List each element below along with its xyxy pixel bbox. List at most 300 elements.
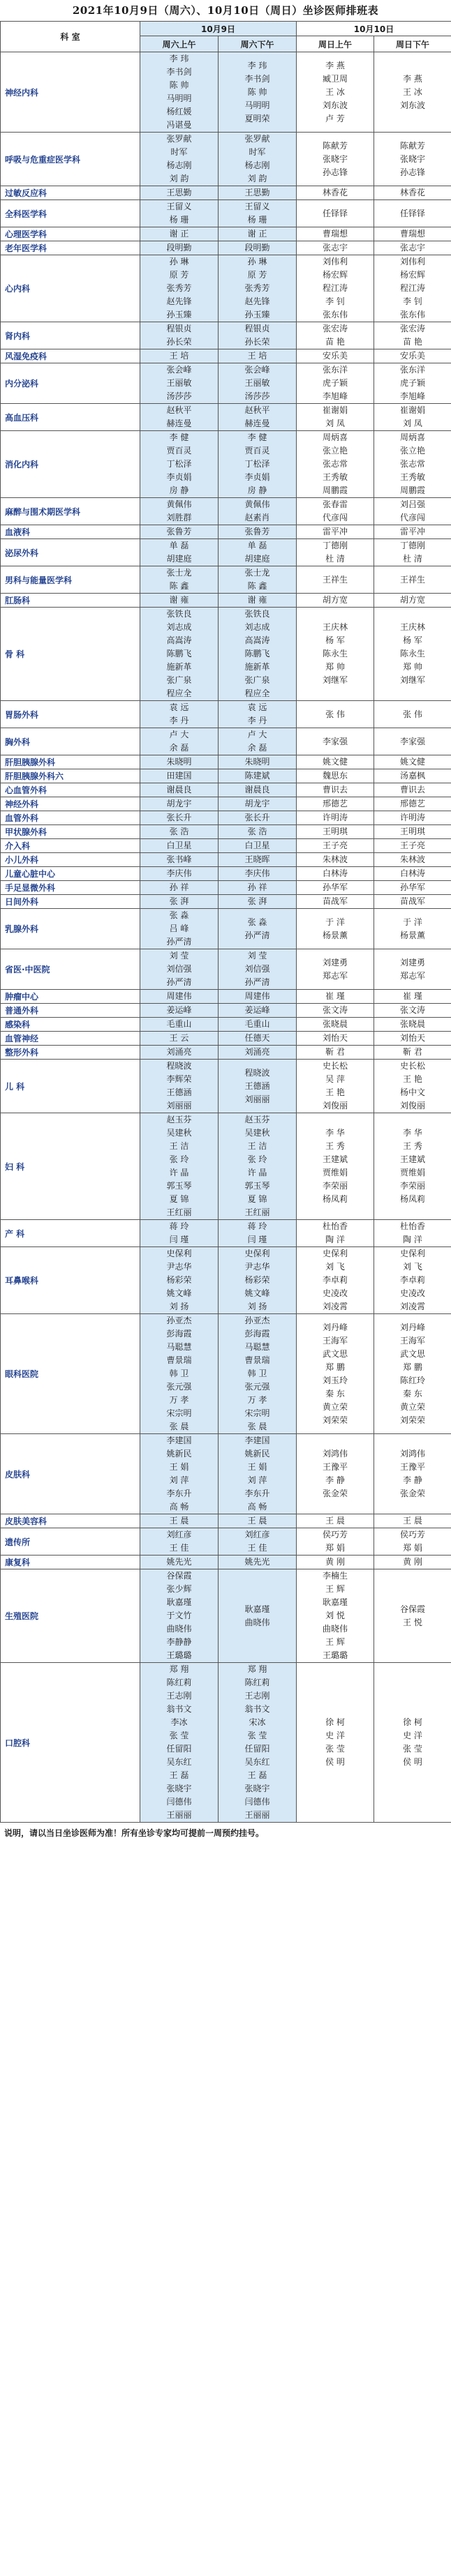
doctor-name: 胡建庭: [166, 554, 192, 564]
doctor-name: 时军: [249, 147, 266, 157]
doctor-name: 王 晨: [169, 1516, 189, 1526]
doctor-name: 原 芳: [247, 270, 267, 280]
doctor-name: 王留义: [166, 202, 192, 211]
doctor-cell: [374, 1060, 451, 1113]
doctor-name: 刘俊丽: [399, 1101, 425, 1110]
table-row: [1, 594, 451, 608]
dept-name: 日间外科: [1, 895, 140, 909]
doctor-cell: [374, 701, 451, 728]
doctor-name: 朱林波: [322, 854, 348, 864]
doctor-name: 刘东波: [322, 100, 348, 110]
doctor-cell: [219, 1018, 297, 1032]
doctor-name: 陈永生: [322, 649, 348, 658]
doctor-cell: [374, 1032, 451, 1046]
doctor-cell: [374, 990, 451, 1004]
doctor-cell: [297, 1046, 374, 1060]
doctor-name: 任留阳: [244, 1744, 270, 1754]
doctor-name: 刘胜群: [166, 513, 192, 522]
doctor-name: 史长松: [399, 1061, 425, 1071]
doctor-name: 张立艳: [322, 446, 348, 455]
doctor-name: 姜运峰: [244, 1005, 270, 1015]
table-row: [1, 797, 451, 811]
doctor-cell: [219, 1556, 297, 1569]
dept-name: 消化内科: [1, 431, 140, 498]
dept-name: 神经内科: [1, 52, 140, 133]
doctor-name: 张元强: [244, 1382, 270, 1392]
doctor-name: 白卫星: [166, 841, 192, 850]
doctor-name: 陈红玲: [399, 1375, 425, 1385]
dept-name: 眼科医院: [1, 1314, 140, 1434]
table-row: [1, 755, 451, 769]
doctor-cell: [140, 566, 219, 594]
doctor-cell: [140, 769, 219, 783]
dept-name: 男科与能量医学科: [1, 566, 140, 594]
doctor-name: 李 静: [403, 1475, 422, 1485]
doctor-name: 刘俊丽: [322, 1101, 348, 1110]
doctor-cell: [297, 839, 374, 853]
doctor-cell: [297, 990, 374, 1004]
doctor-name: 冯谌曼: [166, 120, 192, 130]
dept-name: 心血管外科: [1, 783, 140, 797]
doctor-name: 张铁良: [244, 609, 270, 619]
doctor-name: 李荣丽: [399, 1181, 425, 1191]
doctor-name: 谢晨良: [166, 785, 192, 794]
doctor-name: 王 晨: [403, 1516, 422, 1526]
doctor-name: 汤嘉枫: [399, 771, 425, 781]
doctor-name: 崔 瑾: [325, 991, 345, 1001]
doctor-name: 王 磊: [169, 1770, 189, 1780]
doctor-name: 王晓晖: [244, 854, 270, 864]
sun-pm-header: 周日下午: [374, 36, 451, 52]
doctor-cell: [374, 811, 451, 825]
doctor-name: 刘 韵: [169, 174, 189, 183]
doctor-name: 杨 军: [325, 635, 345, 645]
doctor-name: 王德涵: [244, 1080, 270, 1091]
doctor-name: 杨中文: [399, 1087, 425, 1097]
doctor-name: 翁书文: [244, 1704, 270, 1714]
doctor-name: 杨 军: [403, 635, 422, 645]
doctor-cell: [374, 608, 451, 701]
doctor-cell: [219, 566, 297, 594]
doctor-name: 王思勤: [244, 188, 270, 197]
doctor-name: 邢德艺: [322, 799, 348, 808]
doctor-name: 张 莹: [325, 1744, 345, 1754]
doctor-cell: [374, 1556, 451, 1569]
doctor-name: 田建国: [166, 771, 192, 781]
doctor-cell: [297, 1113, 374, 1220]
doctor-cell: [219, 1060, 297, 1113]
doctor-cell: [140, 1046, 219, 1060]
doctor-name: 彭海霞: [166, 1329, 192, 1339]
doctor-name: 侯巧芳: [322, 1530, 348, 1539]
doctor-cell: [297, 133, 374, 186]
doctor-cell: [219, 498, 297, 525]
doctor-name: 程应全: [166, 688, 192, 698]
doctor-cell: [219, 881, 297, 895]
doctor-name: 孙亚杰: [166, 1316, 192, 1325]
doctor-name: 段明勤: [244, 243, 270, 253]
doctor-name: 刘鸿伟: [399, 1449, 425, 1459]
doctor-cell: [140, 895, 219, 909]
doctor-name: 张 浩: [169, 827, 189, 836]
doctor-cell: [297, 1434, 374, 1514]
doctor-name: 刘 萍: [247, 1475, 267, 1485]
doctor-name: 郑 娟: [403, 1543, 422, 1553]
doctor-name: 卢 大: [247, 730, 267, 739]
doctor-name: 陈 鑫: [247, 581, 267, 591]
doctor-name: 曹瑞想: [322, 229, 348, 239]
doctor-name: 施新革: [244, 662, 270, 672]
dept-name: 心理医学科: [1, 227, 140, 241]
table-row: [1, 349, 451, 363]
doctor-name: 孙长荣: [244, 337, 270, 347]
table-row: [1, 322, 451, 349]
doctor-name: 耿嘉瑾: [244, 1604, 270, 1614]
doctor-name: 王 云: [169, 1033, 189, 1043]
doctor-name: 李贞娟: [244, 472, 270, 482]
doctor-cell: [140, 200, 219, 227]
doctor-cell: [297, 525, 374, 539]
doctor-cell: [374, 1113, 451, 1220]
doctor-name: 朱晓明: [166, 757, 192, 767]
doctor-cell: [374, 1314, 451, 1434]
doctor-name: 耿嘉瑾: [322, 1597, 348, 1607]
doctor-name: 孙志锋: [399, 167, 425, 177]
doctor-cell: [140, 1528, 219, 1556]
table-row: [1, 498, 451, 525]
doctor-cell: [374, 227, 451, 241]
table-row: [1, 525, 451, 539]
doctor-name: 李建国: [244, 1436, 270, 1445]
dept-name: 妇 科: [1, 1113, 140, 1220]
doctor-name: 程银贞: [244, 324, 270, 333]
doctor-name: 李 华: [403, 1128, 422, 1138]
doctor-cell: [219, 701, 297, 728]
doctor-name: 赵秋平: [166, 405, 192, 415]
dept-name: 神经外科: [1, 797, 140, 811]
doctor-name: 李荣丽: [322, 1181, 348, 1191]
table-row: [1, 783, 451, 797]
doctor-cell: [140, 728, 219, 755]
doctor-name: 刘丽丽: [244, 1094, 270, 1104]
doctor-name: 朱林波: [399, 854, 425, 864]
doctor-cell: [374, 1434, 451, 1514]
doctor-name: 王海军: [399, 1335, 425, 1346]
doctor-name: 杨凤莉: [399, 1194, 425, 1204]
doctor-name: 孙严清: [166, 977, 192, 987]
doctor-cell: [140, 594, 219, 608]
doctor-name: 杨红媛: [166, 107, 192, 116]
doctor-name: 蒋 玲: [247, 1221, 267, 1231]
table-row: [1, 1556, 451, 1569]
doctor-name: 闫 瑾: [247, 1235, 267, 1244]
doctor-name: 张文涛: [399, 1005, 425, 1015]
doctor-name: 王 晨: [247, 1516, 267, 1526]
doctor-name: 任铎铎: [322, 208, 348, 218]
doctor-name: 陈红莉: [166, 1678, 192, 1687]
doctor-name: 郑 娟: [325, 1543, 345, 1553]
doctor-name: 雷平冲: [399, 527, 425, 536]
doctor-name: 李 丹: [169, 716, 189, 725]
doctor-name: 王丽敏: [244, 378, 270, 388]
table-row: [1, 1113, 451, 1220]
doctor-name: 杨宏辉: [399, 270, 425, 280]
doctor-name: 王 艳: [403, 1074, 422, 1084]
doctor-cell: [374, 241, 451, 255]
doctor-cell: [140, 1247, 219, 1314]
doctor-name: 张会峰: [166, 365, 192, 375]
doctor-name: 姚文健: [322, 757, 348, 767]
doctor-cell: [374, 1247, 451, 1314]
doctor-name: 李 健: [247, 432, 267, 442]
table-row: [1, 811, 451, 825]
doctor-name: 郑志军: [399, 970, 425, 981]
table-row: [1, 227, 451, 241]
doctor-name: 刘继军: [322, 675, 348, 685]
doctor-cell: [297, 701, 374, 728]
table-row: [1, 881, 451, 895]
doctor-name: 张铁良: [166, 609, 192, 619]
doctor-cell: [297, 728, 374, 755]
doctor-name: 程江涛: [322, 283, 348, 293]
doctor-name: 张春雷: [322, 499, 348, 509]
doctor-name: 史 洋: [403, 1731, 422, 1740]
doctor-cell: [374, 881, 451, 895]
doctor-name: 耿嘉瑾: [166, 1597, 192, 1607]
table-row: [1, 608, 451, 701]
table-row: [1, 1247, 451, 1314]
doctor-name: 王 辉: [325, 1584, 345, 1594]
doctor-name: 张晓晨: [322, 1019, 348, 1029]
doctor-name: 林香花: [399, 188, 425, 197]
doctor-cell: [374, 755, 451, 769]
doctor-name: 张东伟: [322, 310, 348, 319]
doctor-name: 刘涌亮: [244, 1047, 270, 1057]
doctor-name: 毛重山: [244, 1019, 270, 1029]
dept-name: 康复科: [1, 1556, 140, 1569]
doctor-name: 白林涛: [399, 868, 425, 878]
doctor-cell: [297, 909, 374, 949]
doctor-name: 孙志锋: [322, 167, 348, 177]
doctor-name: 侯 明: [325, 1757, 345, 1767]
doctor-name: 贾百灵: [244, 446, 270, 455]
doctor-cell: [140, 322, 219, 349]
doctor-name: 黄立荣: [399, 1401, 425, 1412]
doctor-name: 郭玉琴: [244, 1181, 270, 1191]
doctor-name: 王留义: [244, 202, 270, 211]
dept-name: 高血压科: [1, 404, 140, 431]
doctor-cell: [297, 949, 374, 990]
dept-name: 肿瘤中心: [1, 990, 140, 1004]
dept-name: 省医·中医院: [1, 949, 140, 990]
doctor-name: 张广泉: [166, 675, 192, 685]
doctor-cell: [374, 895, 451, 909]
doctor-name: 代彦闯: [399, 513, 425, 522]
doctor-name: 任铎铎: [399, 208, 425, 218]
doctor-name: 张东洋: [322, 365, 348, 375]
doctor-cell: [297, 52, 374, 133]
doctor-cell: [297, 825, 374, 839]
doctor-name: 刘 凤: [325, 419, 345, 428]
doctor-name: 雷平冲: [322, 527, 348, 536]
doctor-cell: [374, 1018, 451, 1032]
doctor-name: 王德涵: [166, 1087, 192, 1097]
doctor-name: 秦 东: [325, 1388, 345, 1399]
doctor-name: 王 冰: [325, 86, 345, 97]
doctor-cell: [219, 1004, 297, 1018]
doctor-name: 刘怡天: [322, 1033, 348, 1043]
doctor-cell: [219, 755, 297, 769]
doctor-cell: [140, 867, 219, 881]
doctor-name: 郑 鹏: [325, 1362, 345, 1372]
doctor-name: 苗战军: [399, 896, 425, 906]
doctor-name: 单 磊: [169, 541, 189, 550]
doctor-name: 姚文峰: [166, 1288, 192, 1298]
doctor-cell: [140, 227, 219, 241]
doctor-cell: [140, 255, 219, 322]
doctor-name: 苗战军: [322, 896, 348, 906]
doctor-name: 高嵩涛: [166, 635, 192, 645]
doctor-name: 安乐美: [399, 351, 425, 361]
doctor-name: 丁德刚: [322, 541, 348, 550]
table-row: [1, 431, 451, 498]
doctor-name: 张元强: [166, 1382, 192, 1392]
doctor-name: 余 磊: [247, 743, 267, 753]
doctor-name: 杜 清: [403, 554, 422, 564]
doctor-name: 杜 清: [325, 554, 345, 564]
doctor-name: 李庆伟: [244, 868, 270, 878]
doctor-cell: [374, 186, 451, 200]
doctor-name: 赵玉芬: [244, 1115, 270, 1124]
doctor-name: 刘凌霄: [399, 1302, 425, 1311]
dept-name: 口腔科: [1, 1663, 140, 1823]
doctor-name: 王建斌: [322, 1154, 348, 1164]
doctor-cell: [297, 783, 374, 797]
doctor-cell: [219, 1046, 297, 1060]
doctor-name: 刘建勇: [399, 957, 425, 967]
dept-name: 手足显微外科: [1, 881, 140, 895]
doctor-name: 张 淼: [169, 910, 189, 920]
doctor-cell: [219, 797, 297, 811]
dept-name: 介入科: [1, 839, 140, 853]
doctor-name: 张 伟: [403, 709, 422, 719]
doctor-name: 王丽敏: [166, 378, 192, 388]
table-row: [1, 1220, 451, 1247]
doctor-cell: [297, 867, 374, 881]
doctor-name: 于 洋: [325, 917, 345, 927]
doctor-name: 陈鹏飞: [166, 649, 192, 658]
doctor-name: 靳 君: [403, 1047, 422, 1057]
doctor-name: 王志刚: [166, 1691, 192, 1701]
doctor-cell: [374, 728, 451, 755]
doctor-name: 刘荣荣: [399, 1415, 425, 1425]
doctor-name: 李贞娟: [166, 472, 192, 482]
doctor-name: 张长升: [244, 813, 270, 822]
doctor-name: 史 洋: [325, 1731, 345, 1740]
doctor-name: 毛重山: [166, 1019, 192, 1029]
doctor-cell: [374, 566, 451, 594]
doctor-name: 孙华军: [399, 882, 425, 892]
doctor-name: 胡方宽: [322, 595, 348, 605]
doctor-name: 程江涛: [399, 283, 425, 293]
dept-header: 科 室: [1, 22, 140, 52]
doctor-name: 王 冰: [403, 86, 422, 97]
sat-am-header: 周六上午: [140, 36, 219, 52]
doctor-name: 王红丽: [166, 1207, 192, 1217]
doctor-name: 魏思东: [322, 771, 348, 781]
doctor-name: 刘玉玲: [322, 1375, 348, 1385]
doctor-cell: [140, 797, 219, 811]
doctor-cell: [297, 498, 374, 525]
doctor-name: 苗 艳: [403, 337, 422, 347]
doctor-name: 杨彩荣: [166, 1275, 192, 1285]
dept-name: 风湿免疫科: [1, 349, 140, 363]
doctor-cell: [140, 1018, 219, 1032]
table-row: [1, 949, 451, 990]
doctor-name: 张会峰: [244, 365, 270, 375]
dept-name: 骨 科: [1, 608, 140, 701]
doctor-name: 王 秀: [325, 1141, 345, 1151]
page-title: 2021年10月9日（周六）、10月10日（周日）坐诊医师排班表: [72, 4, 379, 17]
doctor-name: 姚先光: [166, 1557, 192, 1567]
table-row: [1, 1434, 451, 1514]
table-row: [1, 825, 451, 839]
doctor-name: 王豫平: [322, 1462, 348, 1472]
doctor-name: 黄佩伟: [244, 499, 270, 509]
doctor-name: 宋冰: [249, 1717, 266, 1727]
doctor-name: 万 孝: [247, 1395, 267, 1405]
doctor-cell: [374, 1004, 451, 1018]
doctor-cell: [374, 52, 451, 133]
doctor-name: 郭玉琴: [166, 1181, 192, 1191]
doctor-name: 张晓宇: [322, 153, 348, 164]
doctor-cell: [297, 1247, 374, 1314]
doctor-name: 张志宇: [322, 243, 348, 253]
doctor-name: 杜怡香: [399, 1221, 425, 1231]
doctor-name: 程银贞: [166, 324, 192, 333]
doctor-name: 张士龙: [166, 568, 192, 578]
doctor-name: 单 磊: [247, 541, 267, 550]
doctor-cell: [297, 566, 374, 594]
doctor-cell: [219, 200, 297, 227]
doctor-name: 杨景薰: [399, 930, 425, 940]
doctor-cell: [297, 797, 374, 811]
doctor-name: 郑 帅: [403, 662, 422, 672]
doctor-name: 曹景瑞: [166, 1355, 192, 1365]
doctor-cell: [297, 1514, 374, 1528]
doctor-name: 张晓宇: [166, 1784, 192, 1793]
doctor-cell: [374, 200, 451, 227]
doctor-name: 宋宗明: [166, 1408, 192, 1418]
doctor-cell: [297, 404, 374, 431]
doctor-name: 吴 萍: [325, 1074, 345, 1084]
doctor-name: 吴东红: [166, 1757, 192, 1767]
doctor-name: 姚新民: [244, 1449, 270, 1459]
doctor-name: 张 玲: [169, 1154, 189, 1164]
doctor-name: 王庆林: [399, 622, 425, 632]
doctor-name: 房 静: [169, 485, 189, 495]
doctor-name: 虎子颖: [322, 378, 348, 388]
doctor-name: 刘 扬: [169, 1302, 189, 1311]
doctor-name: 史凌改: [322, 1288, 348, 1298]
doctor-name: 刘伟利: [322, 257, 348, 266]
doctor-name: 陈 帅: [169, 80, 189, 90]
doctor-name: 卢 大: [169, 730, 189, 739]
doctor-name: 谢 雍: [169, 595, 189, 605]
doctor-name: 孙严清: [244, 930, 270, 940]
doctor-name: 李卓莉: [322, 1275, 348, 1285]
doctor-name: 袁 远: [247, 702, 267, 712]
